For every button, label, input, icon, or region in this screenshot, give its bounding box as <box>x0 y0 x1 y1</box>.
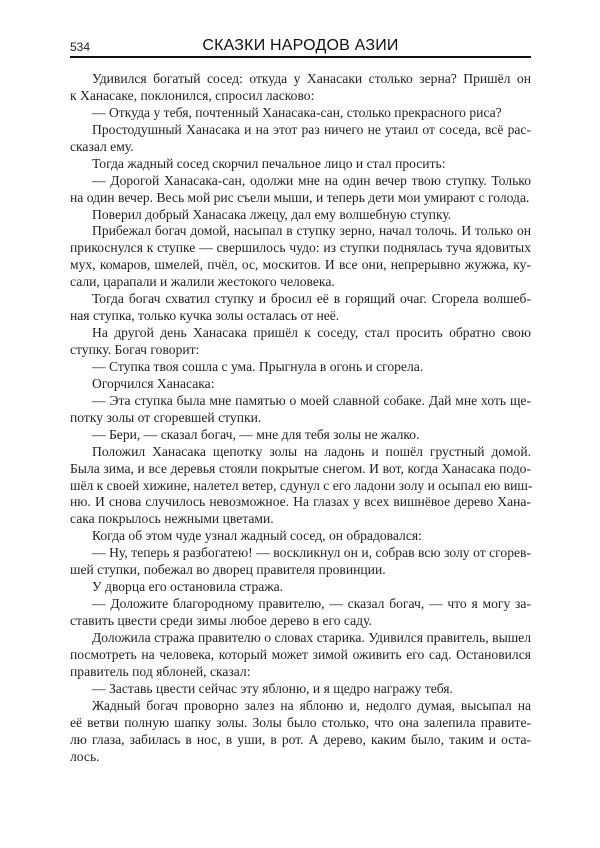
paragraph <box>70 291 531 325</box>
paragraph <box>70 207 531 224</box>
text-line: сали, царапали и жалили жестокого человека. <box>70 274 335 290</box>
text-line: Жадный богач проворно залез на яблоню и, недолго думая, высыпал на <box>92 697 531 713</box>
text-line: её ветви полную шапку золы. Золы было столько, что она залепила правите- <box>70 714 531 730</box>
paragraph <box>70 698 531 766</box>
text-line: сака покрылось нежными цветами. <box>70 511 274 527</box>
paragraph <box>70 156 531 173</box>
text-line: на один вечер. Весь мой рис съели мыши, и теперь дети мои умирают с голода. <box>70 189 530 205</box>
paragraph <box>70 376 531 393</box>
page-number: 534 <box>70 40 91 54</box>
text-line: Была зима, и все деревья стояли покрытые снегом. И вот, когда Ханасака подо- <box>70 460 531 476</box>
running-title: СКАЗКИ НАРОДОВ АЗИИ <box>202 37 399 54</box>
text-line: — Ступка твоя сошла с ума. Прыгнула в огонь и сгорела. <box>92 358 424 374</box>
paragraph <box>70 71 531 105</box>
text-line: ставить цвести среди зимы любое дерево в его саду. <box>70 613 372 628</box>
text-line: — Заставь цвести сейчас эту яблоню, и я щедро награжу тебя. <box>92 680 453 696</box>
paragraph <box>70 325 531 359</box>
paragraph <box>70 223 531 291</box>
paragraph <box>70 596 531 630</box>
text-line: Огорчился Ханасака: <box>92 375 215 391</box>
text-line: ная ступка, только кучка золы осталась от неё. <box>70 308 340 324</box>
text-line: Удивился богатый сосед: откуда у Ханасаки столько зерна? Пришёл он <box>92 71 531 86</box>
text-line: — Ну, теперь я разбогатею! — воскликнул он и, собрав всю золу от сгорев- <box>92 545 531 561</box>
paragraph <box>70 105 531 122</box>
text-line: — Эта ступка была мне памятью о моей славной собаке. Дай мне хоть ще- <box>92 392 531 408</box>
paragraph <box>70 545 531 579</box>
text-line: шей ступки, побежал во дворец правителя провинции. <box>70 562 386 578</box>
paragraph <box>70 630 531 681</box>
text-line: посмотреть на человека, который может зимой оживить его сад. Остановился <box>70 646 531 662</box>
paragraph <box>70 528 531 545</box>
paragraph <box>70 393 531 427</box>
paragraph <box>70 359 531 376</box>
text-line: Доложила стража правителю о словах старика. Удивился правитель, вышел <box>92 629 531 645</box>
text-line: — Откуда у тебя, почтенный Ханасака-сан, столько прекрасного риса? <box>92 104 502 120</box>
text-line: Тогда жадный сосед скорчил печальное лицо и стал просить: <box>92 155 446 171</box>
text-line: лось. <box>70 748 100 764</box>
text-line: ступку. Богач говорит: <box>70 342 200 357</box>
text-line: На другой день Ханасака пришёл к соседу, стал просить обратно свою <box>92 325 531 341</box>
paragraph <box>70 579 531 596</box>
text-line: — Дорогой Ханасака-сан, одолжи мне на один вечер твою ступку. Только <box>92 172 531 188</box>
page-body-text <box>70 71 531 765</box>
text-line: Прибежал богач домой, насыпал в ступку зерно, начал толочь. И только он <box>92 223 531 239</box>
text-line: Положил Ханасака щепотку золы на ладонь и пошёл грустный домой. <box>92 443 531 459</box>
text-line: У дворца его остановила стража. <box>92 579 284 595</box>
text-line: Поверил добрый Ханасака лжецу, дал ему волшебную ступку. <box>92 206 452 222</box>
text-line: Когда об этом чуде узнал жадный сосед, он обрадовался: <box>92 528 422 544</box>
text-line: ню. И снова случилось невозможное. На глазах у всех вишнёвое дерево Хана- <box>70 494 531 510</box>
text-line: — Доложите благородному правителю, — сказал богач, — что я могу за- <box>92 596 531 612</box>
text-line: — Бери, — сказал богач, — мне для тебя золы не жалко. <box>92 426 420 442</box>
running-header <box>70 36 531 58</box>
paragraph <box>70 444 531 529</box>
text-line: правитель под яблоней, сказал: <box>70 663 251 679</box>
text-line: прикоснулся к ступке — свершилось чудо: из ступки поднялась туча ядовитых <box>70 240 531 256</box>
text-line: потку золы от сгоревшей ступки. <box>70 409 262 425</box>
text-line: Простодушный Ханасака и на этот раз ничего не утаил от соседа, всё рас- <box>92 121 531 137</box>
text-line: мух, комаров, шмелей, пчёл, ос, москитов. И все они, непрерывно жужжа, ку- <box>70 257 531 273</box>
text-line: лю глаза, забилась в нос, в уши, в рот. А дерево, каким было, таким и оста- <box>70 731 531 747</box>
text-line: сказал ему. <box>70 138 134 154</box>
paragraph <box>70 427 531 444</box>
paragraph <box>70 681 531 698</box>
text-line: к Ханасаке, поклонился, спросил ласково: <box>70 87 315 103</box>
text-line: Тогда богач схватил ступку и бросил её в горящий очаг. Сгорела волшеб- <box>92 291 531 307</box>
paragraph <box>70 122 531 156</box>
text-line: шёл к своей хижине, налетел ветер, сдунул с его ладони золу и осыпал ею виш- <box>70 477 533 493</box>
paragraph <box>70 173 531 207</box>
